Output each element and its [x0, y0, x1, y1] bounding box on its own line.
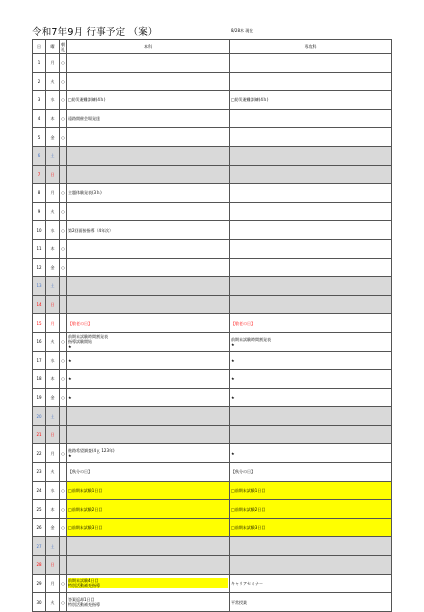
- senko-course-events: [230, 91, 392, 110]
- assembly-mark: ○: [60, 109, 67, 128]
- event-text: □前期末試験1日目: [231, 487, 266, 493]
- event-text: ★: [231, 376, 235, 382]
- day-number: 5: [33, 128, 46, 147]
- day-number: 19: [33, 388, 46, 407]
- schedule-rows: [33, 54, 392, 612]
- day-number: 7: [33, 165, 46, 184]
- senko-course-events: [230, 481, 392, 500]
- assembly-mark: ○: [60, 444, 67, 463]
- table-row: [33, 258, 392, 277]
- header-mark: 朝礼: [61, 41, 65, 52]
- assembly-mark: ○: [60, 184, 67, 203]
- table-row: [33, 146, 392, 165]
- table-row: [33, 277, 392, 296]
- main-course-events: [67, 314, 230, 333]
- day-number: 1: [33, 54, 46, 73]
- day-number: 2: [33, 72, 46, 91]
- assembly-mark: ○: [60, 54, 67, 73]
- event-text: 進路希望調査(4ｇ 123年): [68, 448, 115, 454]
- table-row: [33, 332, 392, 351]
- assembly-mark: ○: [60, 258, 67, 277]
- table-row: [33, 593, 392, 612]
- day-number: 10: [33, 221, 46, 240]
- senko-course-events: [230, 518, 392, 537]
- event-text: □前期末試験2日目: [231, 506, 266, 512]
- senko-course-events: [230, 146, 392, 165]
- senko-course-events: [230, 370, 392, 389]
- assembly-mark: ○: [60, 388, 67, 407]
- senko-course-events: [230, 593, 392, 612]
- header-senko-course: 専攻科: [230, 40, 392, 54]
- day-number: 13: [33, 277, 46, 296]
- weekday: 木: [46, 109, 60, 128]
- main-course-events: [67, 258, 230, 277]
- weekday: 水: [46, 91, 60, 110]
- event-text: 前期末試験時間割発表: [231, 336, 271, 342]
- event-text: ★: [231, 394, 235, 400]
- table-row: [33, 351, 392, 370]
- weekday: 土: [46, 407, 60, 426]
- main-course-events: [67, 481, 230, 500]
- senko-course-events: [230, 444, 392, 463]
- senko-course-events: [230, 537, 392, 556]
- schedule-table: [32, 39, 392, 612]
- event-text: 平常授業: [231, 599, 247, 605]
- main-course-events: [67, 277, 230, 296]
- event-text: ★: [68, 376, 72, 382]
- table-row: [33, 574, 392, 593]
- event-text: □前期末試験1日目: [68, 487, 103, 493]
- day-number: 30: [33, 593, 46, 612]
- assembly-mark: [60, 556, 67, 575]
- weekday: 月: [46, 444, 60, 463]
- event-text: 特別活動補充指導: [68, 602, 100, 608]
- table-row: [33, 295, 392, 314]
- weekday: 月: [46, 54, 60, 73]
- main-course-events: [67, 593, 230, 612]
- weekday: 金: [46, 518, 60, 537]
- weekday: 土: [46, 146, 60, 165]
- assembly-mark: ○: [60, 221, 67, 240]
- weekday: 水: [46, 221, 60, 240]
- main-course-events: [67, 295, 230, 314]
- main-course-events: [67, 146, 230, 165]
- day-number: 16: [33, 332, 46, 351]
- assembly-mark: ○: [60, 351, 67, 370]
- day-number: 6: [33, 146, 46, 165]
- senko-course-events: [230, 425, 392, 444]
- event-text: ★: [68, 357, 72, 363]
- senko-course-events: [230, 184, 392, 203]
- assembly-mark: ○: [60, 91, 67, 110]
- main-course-events: [67, 444, 230, 463]
- assembly-mark: ○: [60, 332, 67, 351]
- main-course-events: [67, 407, 230, 426]
- assembly-mark: [60, 165, 67, 184]
- assembly-mark: ○: [60, 481, 67, 500]
- main-course-events: [67, 332, 230, 351]
- table-row: [33, 128, 392, 147]
- assembly-mark: ○: [60, 202, 67, 221]
- table-row: [33, 221, 392, 240]
- weekday: 水: [46, 351, 60, 370]
- weekday: 金: [46, 128, 60, 147]
- main-course-events: [67, 91, 230, 110]
- header-weekday: 曜: [46, 40, 60, 54]
- event-text: 特別活動補充指導: [68, 583, 228, 588]
- table-row: [33, 407, 392, 426]
- day-number: 14: [33, 295, 46, 314]
- weekday: 火: [46, 463, 60, 482]
- day-number: 18: [33, 370, 46, 389]
- assembly-mark: [60, 314, 67, 333]
- table-row: [33, 481, 392, 500]
- event-text: 主題体験発表(3ｈ): [68, 190, 102, 196]
- main-course-events: [67, 202, 230, 221]
- assembly-mark: [60, 537, 67, 556]
- event-text: □前期末試験2日目: [68, 506, 103, 512]
- event-text: キャリアセミナー: [231, 580, 263, 586]
- day-number: 24: [33, 481, 46, 500]
- main-course-events: [67, 537, 230, 556]
- senko-course-events: [230, 388, 392, 407]
- table-row: [33, 314, 392, 333]
- table-row: [33, 202, 392, 221]
- table-row: [33, 54, 392, 73]
- weekday: 月: [46, 574, 60, 593]
- main-course-events: [67, 463, 230, 482]
- table-row: [33, 537, 392, 556]
- senko-course-events: [230, 277, 392, 296]
- weekday: 日: [46, 556, 60, 575]
- table-header-row: [33, 40, 392, 54]
- weekday: 日: [46, 295, 60, 314]
- event-text: ★: [231, 450, 235, 456]
- event-text: ★: [231, 357, 235, 363]
- table-row: [33, 425, 392, 444]
- senko-course-events: [230, 314, 392, 333]
- header-main-course: 本科: [67, 40, 230, 54]
- senko-course-events: [230, 332, 392, 351]
- day-number: 12: [33, 258, 46, 277]
- assembly-mark: ○: [60, 500, 67, 519]
- assembly-mark: ○: [60, 574, 67, 593]
- weekday: 火: [46, 72, 60, 91]
- weekday: 月: [46, 184, 60, 203]
- senko-course-events: [230, 500, 392, 519]
- assembly-mark: [60, 146, 67, 165]
- day-number: 11: [33, 239, 46, 258]
- event-text: 前期末試験時間割発表: [68, 334, 108, 340]
- assembly-mark: [60, 425, 67, 444]
- main-course-events: [67, 351, 230, 370]
- weekday: 火: [46, 202, 60, 221]
- event-text: 遠路開催会場発達: [68, 116, 100, 122]
- event-text: 前期末試験4日目: [68, 578, 228, 583]
- main-course-events: [67, 425, 230, 444]
- event-text: □防災避難訓練(4ｈ): [68, 97, 106, 103]
- senko-course-events: [230, 351, 392, 370]
- table-row: [33, 91, 392, 110]
- senko-course-events: [230, 463, 392, 482]
- day-number: 27: [33, 537, 46, 556]
- as-of-date: 8/28木 現在: [231, 28, 254, 33]
- senko-course-events: [230, 221, 392, 240]
- day-number: 8: [33, 184, 46, 203]
- event-text: 【敬老の日】: [231, 320, 255, 326]
- day-number: 3: [33, 91, 46, 110]
- assembly-mark: ○: [60, 370, 67, 389]
- main-course-events: [67, 239, 230, 258]
- senko-course-events: [230, 574, 392, 593]
- weekday: 土: [46, 277, 60, 296]
- table-row: [33, 370, 392, 389]
- assembly-mark: [60, 277, 67, 296]
- senko-course-events: [230, 407, 392, 426]
- weekday: 日: [46, 425, 60, 444]
- assembly-mark: ○: [60, 518, 67, 537]
- day-number: 28: [33, 556, 46, 575]
- weekday: 水: [46, 481, 60, 500]
- header-day: 日: [33, 40, 46, 54]
- main-course-events: [67, 54, 230, 73]
- assembly-mark: ○: [60, 239, 67, 258]
- event-text: 指導試験開始: [68, 339, 92, 345]
- event-text: □防災避難訓練(4ｈ): [231, 97, 269, 103]
- day-number: 22: [33, 444, 46, 463]
- table-row: [33, 444, 392, 463]
- senko-course-events: [230, 165, 392, 184]
- assembly-mark: [60, 295, 67, 314]
- day-number: 21: [33, 425, 46, 444]
- page-title: 令和7年9月 行事予定 （案）: [32, 27, 158, 38]
- event-text: 【敬老の日】: [68, 320, 92, 326]
- weekday: 月: [46, 314, 60, 333]
- day-number: 20: [33, 407, 46, 426]
- table-row: [33, 239, 392, 258]
- senko-course-events: [230, 556, 392, 575]
- event-text: □前期末試験3日目: [231, 525, 266, 531]
- weekday: 火: [46, 593, 60, 612]
- senko-course-events: [230, 128, 392, 147]
- day-number: 4: [33, 109, 46, 128]
- main-course-events: [67, 128, 230, 147]
- weekday: 日: [46, 165, 60, 184]
- senko-course-events: [230, 109, 392, 128]
- senko-course-events: [230, 54, 392, 73]
- senko-course-events: [230, 295, 392, 314]
- weekday: 木: [46, 500, 60, 519]
- day-number: 23: [33, 463, 46, 482]
- event-text: 答案返却1日目: [68, 597, 95, 603]
- table-row: [33, 72, 392, 91]
- table-row: [33, 109, 392, 128]
- assembly-mark: ○: [60, 593, 67, 612]
- main-course-events: [67, 500, 230, 519]
- table-row: [33, 556, 392, 575]
- event-text: 第2回面接指導（4年次）: [68, 227, 114, 233]
- main-course-events: [67, 556, 230, 575]
- day-number: 9: [33, 202, 46, 221]
- day-number: 25: [33, 500, 46, 519]
- table-row: [33, 184, 392, 203]
- assembly-mark: [60, 463, 67, 482]
- event-text: 【秋分の日】: [68, 469, 92, 475]
- table-row: [33, 463, 392, 482]
- assembly-mark: ○: [60, 128, 67, 147]
- table-row: [33, 165, 392, 184]
- weekday: 金: [46, 388, 60, 407]
- event-text: ★: [68, 394, 72, 400]
- main-course-events: [67, 221, 230, 240]
- senko-course-events: [230, 258, 392, 277]
- senko-course-events: [230, 239, 392, 258]
- main-course-events: [67, 109, 230, 128]
- main-course-events: [67, 184, 230, 203]
- table-row: [33, 518, 392, 537]
- event-text: 【秋分の日】: [231, 469, 255, 475]
- main-course-events: [67, 165, 230, 184]
- table-row: [33, 500, 392, 519]
- main-course-events: [67, 72, 230, 91]
- assembly-mark: ○: [60, 72, 67, 91]
- weekday: 土: [46, 537, 60, 556]
- table-row: [33, 388, 392, 407]
- day-number: 15: [33, 314, 46, 333]
- weekday: 木: [46, 370, 60, 389]
- weekday: 火: [46, 332, 60, 351]
- day-number: 26: [33, 518, 46, 537]
- main-course-events: [67, 574, 230, 593]
- main-course-events: [67, 518, 230, 537]
- weekday: 金: [46, 258, 60, 277]
- assembly-mark: [60, 407, 67, 426]
- event-text: ★: [68, 453, 72, 459]
- day-number: 17: [33, 351, 46, 370]
- weekday: 木: [46, 239, 60, 258]
- event-text: ★: [231, 341, 235, 347]
- main-course-events: [67, 388, 230, 407]
- main-course-events: [67, 370, 230, 389]
- event-text: ★: [68, 344, 72, 350]
- senko-course-events: [230, 72, 392, 91]
- day-number: 29: [33, 574, 46, 593]
- event-text: □前期末試験3日目: [68, 525, 103, 531]
- senko-course-events: [230, 202, 392, 221]
